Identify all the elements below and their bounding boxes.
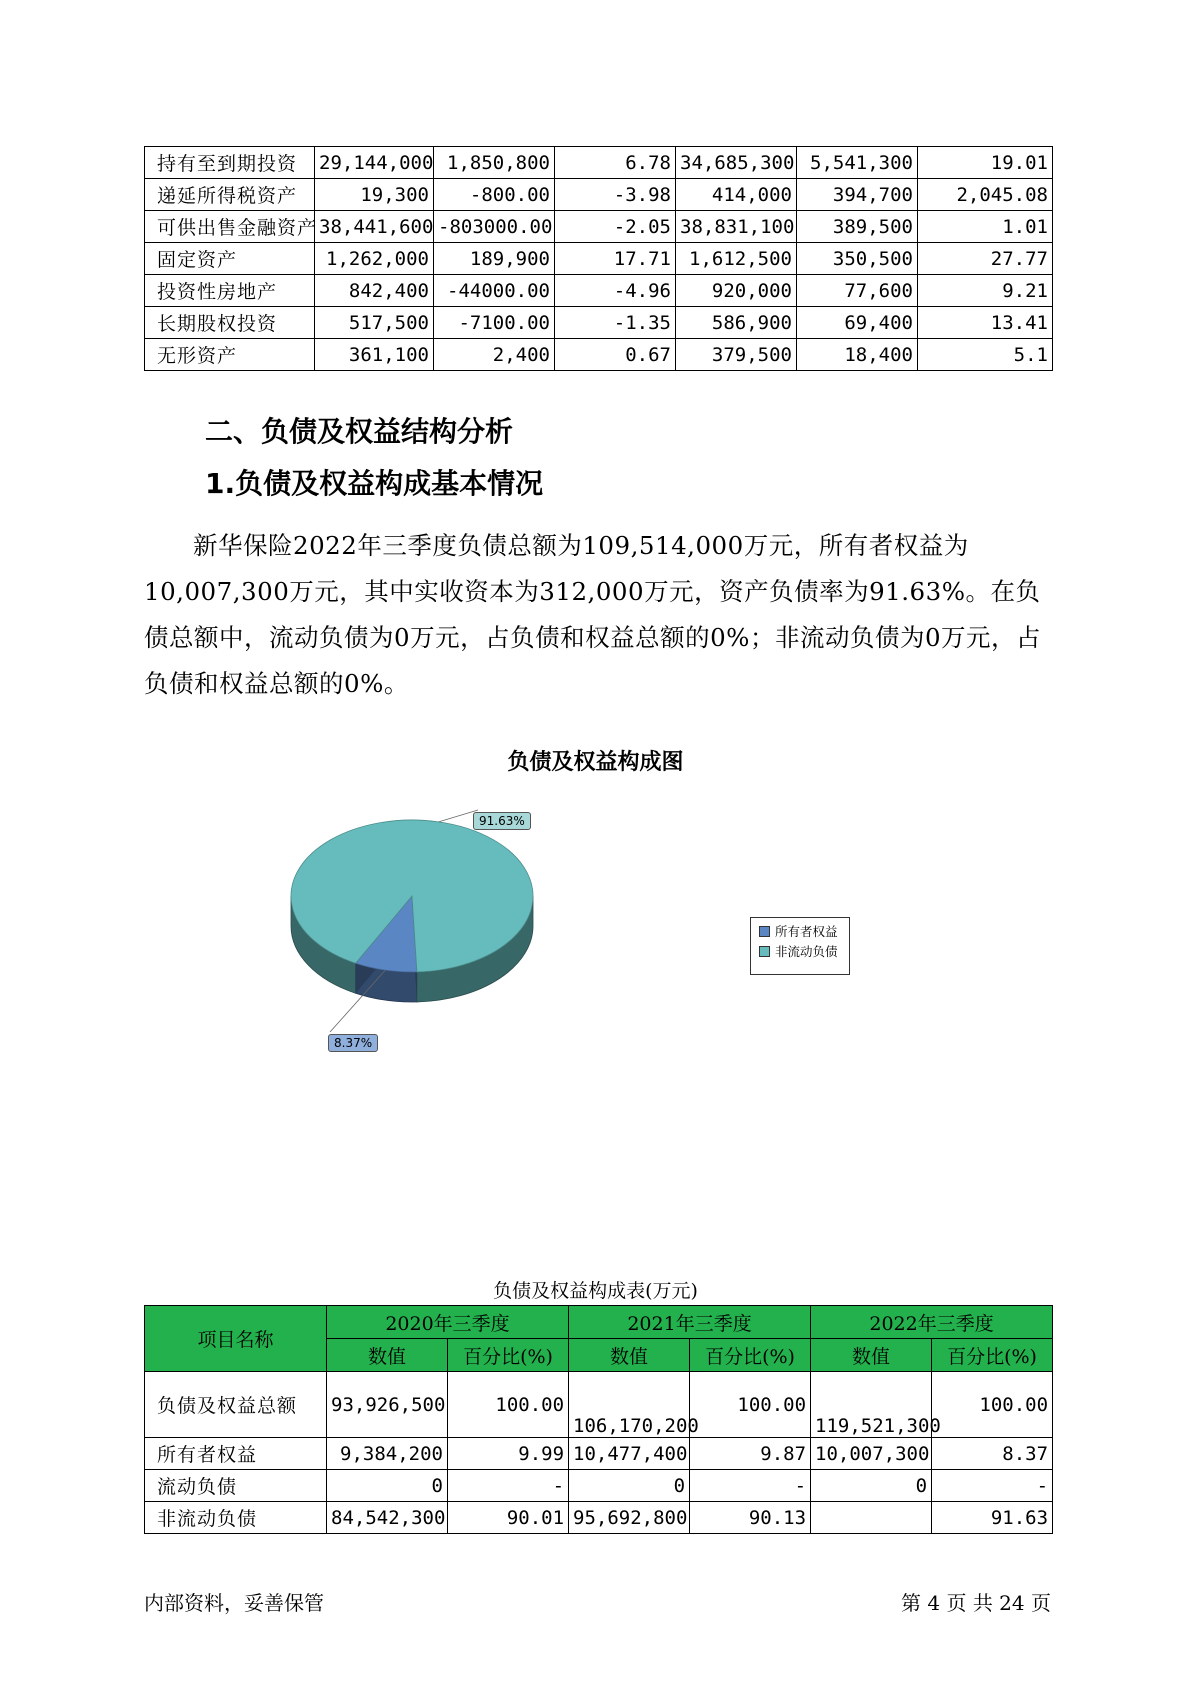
cell-c1: 517,500 (315, 307, 434, 339)
cell-c2: -44000.00 (434, 275, 555, 307)
cell-c3: 17.71 (555, 243, 676, 275)
footer-confidential: 内部资料，妥善保管 (144, 1591, 324, 1615)
footer-page-number: 第 4 页 共 24 页 (901, 1591, 1051, 1615)
table-caption: 负债及权益构成表(万元) (493, 1280, 698, 1302)
cell-c2: -7100.00 (434, 307, 555, 339)
cell-v3: 0 (811, 1470, 932, 1502)
table-row (145, 147, 1053, 179)
row-name: 长期股权投资 (145, 307, 315, 339)
cell-c3: -3.98 (555, 179, 676, 211)
pie-label-owners-equity: 8.37% (328, 1034, 378, 1052)
legend-swatch (759, 926, 770, 937)
cell-c4: 38,831,100 (676, 211, 797, 243)
header-row (145, 1306, 1053, 1339)
cell-c5: 389,500 (797, 211, 918, 243)
table-row (145, 275, 1053, 307)
cell-c5: 5,541,300 (797, 147, 918, 179)
cell-c6: 19.01 (918, 147, 1053, 179)
cell-c5: 69,400 (797, 307, 918, 339)
cell-v1: 9,384,200 (327, 1438, 448, 1470)
row-name: 无形资产 (145, 339, 315, 371)
pie-chart (290, 800, 550, 1060)
cell-p3: 91.63 (932, 1502, 1053, 1534)
cell-c6: 5.1 (918, 339, 1053, 371)
row-name: 递延所得税资产 (145, 179, 315, 211)
table-row (145, 179, 1053, 211)
cell-c6: 9.21 (918, 275, 1053, 307)
pie-label-noncurrent-liab: 91.63% (473, 812, 531, 830)
cell-p3: - (932, 1470, 1053, 1502)
cell-c4: 379,500 (676, 339, 797, 371)
cell-c3: -4.96 (555, 275, 676, 307)
cell-v1: 0 (327, 1470, 448, 1502)
cell-c1: 38,441,600 (315, 211, 434, 243)
cell-p3: 100.00 (932, 1372, 1053, 1438)
cell-v3: 10,007,300 (811, 1438, 932, 1470)
cell-c1: 29,144,000 (315, 147, 434, 179)
header-period: 2020年三季度 (327, 1306, 569, 1339)
cell-c2: -800.00 (434, 179, 555, 211)
table-row (145, 243, 1053, 275)
cell-c5: 77,600 (797, 275, 918, 307)
row-name: 投资性房地产 (145, 275, 315, 307)
cell-p2: 100.00 (690, 1372, 811, 1438)
header-value: 数值 (811, 1339, 932, 1372)
legend-item-owners-equity (759, 924, 849, 938)
cell-c4: 1,612,500 (676, 243, 797, 275)
section-paragraph: 新华保险2022年三季度负债总额为109,514,000万元，所有者权益为10,007,300万元，其中实收资本为312,000万元，资产负债率为91.63%。在负债总额中，流动负债为0万元，占负债和权益总额的0%；非流动负债为0万元，占负债和权益总额的0%。 (144, 531, 1042, 698)
table-row (145, 1372, 1053, 1438)
cell-c3: -1.35 (555, 307, 676, 339)
header-value: 数值 (569, 1339, 690, 1372)
header-item-name: 项目名称 (145, 1306, 327, 1372)
section-heading: 二、负债及权益结构分析 (205, 415, 514, 448)
cell-p2: - (690, 1470, 811, 1502)
header-percent: 百分比(%) (932, 1339, 1053, 1372)
row-name: 固定资产 (145, 243, 315, 275)
cell-c3: 6.78 (555, 147, 676, 179)
legend-item-noncurrent-liab (759, 944, 849, 958)
chart-title: 负债及权益构成图 (507, 750, 684, 775)
row-name: 负债及权益总额 (145, 1372, 327, 1438)
cell-p1: 90.01 (448, 1502, 569, 1534)
cell-c5: 18,400 (797, 339, 918, 371)
row-name: 所有者权益 (145, 1438, 327, 1470)
table-row (145, 211, 1053, 243)
cell-c6: 1.01 (918, 211, 1053, 243)
cell-c5: 394,700 (797, 179, 918, 211)
header-percent: 百分比(%) (690, 1339, 811, 1372)
cell-c1: 1,262,000 (315, 243, 434, 275)
table-row (145, 1470, 1053, 1502)
cell-c4: 414,000 (676, 179, 797, 211)
cell-c6: 13.41 (918, 307, 1053, 339)
cell-v2: 106,170,200 (569, 1372, 690, 1438)
cell-c3: 0.67 (555, 339, 676, 371)
table-row (145, 307, 1053, 339)
cell-c1: 361,100 (315, 339, 434, 371)
row-name: 持有至到期投资 (145, 147, 315, 179)
chart-legend (750, 917, 850, 975)
section-subheading: 1.负债及权益构成基本情况 (205, 467, 544, 500)
header-period: 2022年三季度 (811, 1306, 1053, 1339)
cell-c1: 842,400 (315, 275, 434, 307)
legend-swatch (759, 946, 770, 957)
cell-v2: 0 (569, 1470, 690, 1502)
legend-label: 非流动负债 (775, 944, 838, 959)
cell-c4: 34,685,300 (676, 147, 797, 179)
header-period: 2021年三季度 (569, 1306, 811, 1339)
cell-v1: 84,542,300 (327, 1502, 448, 1534)
cell-c1: 19,300 (315, 179, 434, 211)
cell-p1: 100.00 (448, 1372, 569, 1438)
row-name: 流动负债 (145, 1470, 327, 1502)
cell-p2: 90.13 (690, 1502, 811, 1534)
row-name: 可供出售金融资产 (145, 211, 315, 243)
cell-c6: 2,045.08 (918, 179, 1053, 211)
cell-p1: 9.99 (448, 1438, 569, 1470)
cell-p2: 9.87 (690, 1438, 811, 1470)
liability-table (144, 1305, 1053, 1534)
header-value: 数值 (327, 1339, 448, 1372)
table-row (145, 339, 1053, 371)
asset-table (144, 146, 1053, 371)
cell-p1: - (448, 1470, 569, 1502)
cell-c4: 920,000 (676, 275, 797, 307)
cell-v3: 119,521,300 (811, 1372, 932, 1438)
cell-p3: 8.37 (932, 1438, 1053, 1470)
cell-v2: 10,477,400 (569, 1438, 690, 1470)
cell-c2: 1,850,800 (434, 147, 555, 179)
cell-c2: 189,900 (434, 243, 555, 275)
cell-c5: 350,500 (797, 243, 918, 275)
cell-v3 (811, 1502, 932, 1534)
row-name: 非流动负债 (145, 1502, 327, 1534)
cell-c2: -803000.00 (434, 211, 555, 243)
cell-c2: 2,400 (434, 339, 555, 371)
header-percent: 百分比(%) (448, 1339, 569, 1372)
table-row (145, 1502, 1053, 1534)
cell-c3: -2.05 (555, 211, 676, 243)
cell-v2: 95,692,800 (569, 1502, 690, 1534)
cell-v1: 93,926,500 (327, 1372, 448, 1438)
table-row (145, 1438, 1053, 1470)
legend-label: 所有者权益 (775, 924, 838, 939)
cell-c6: 27.77 (918, 243, 1053, 275)
cell-c4: 586,900 (676, 307, 797, 339)
